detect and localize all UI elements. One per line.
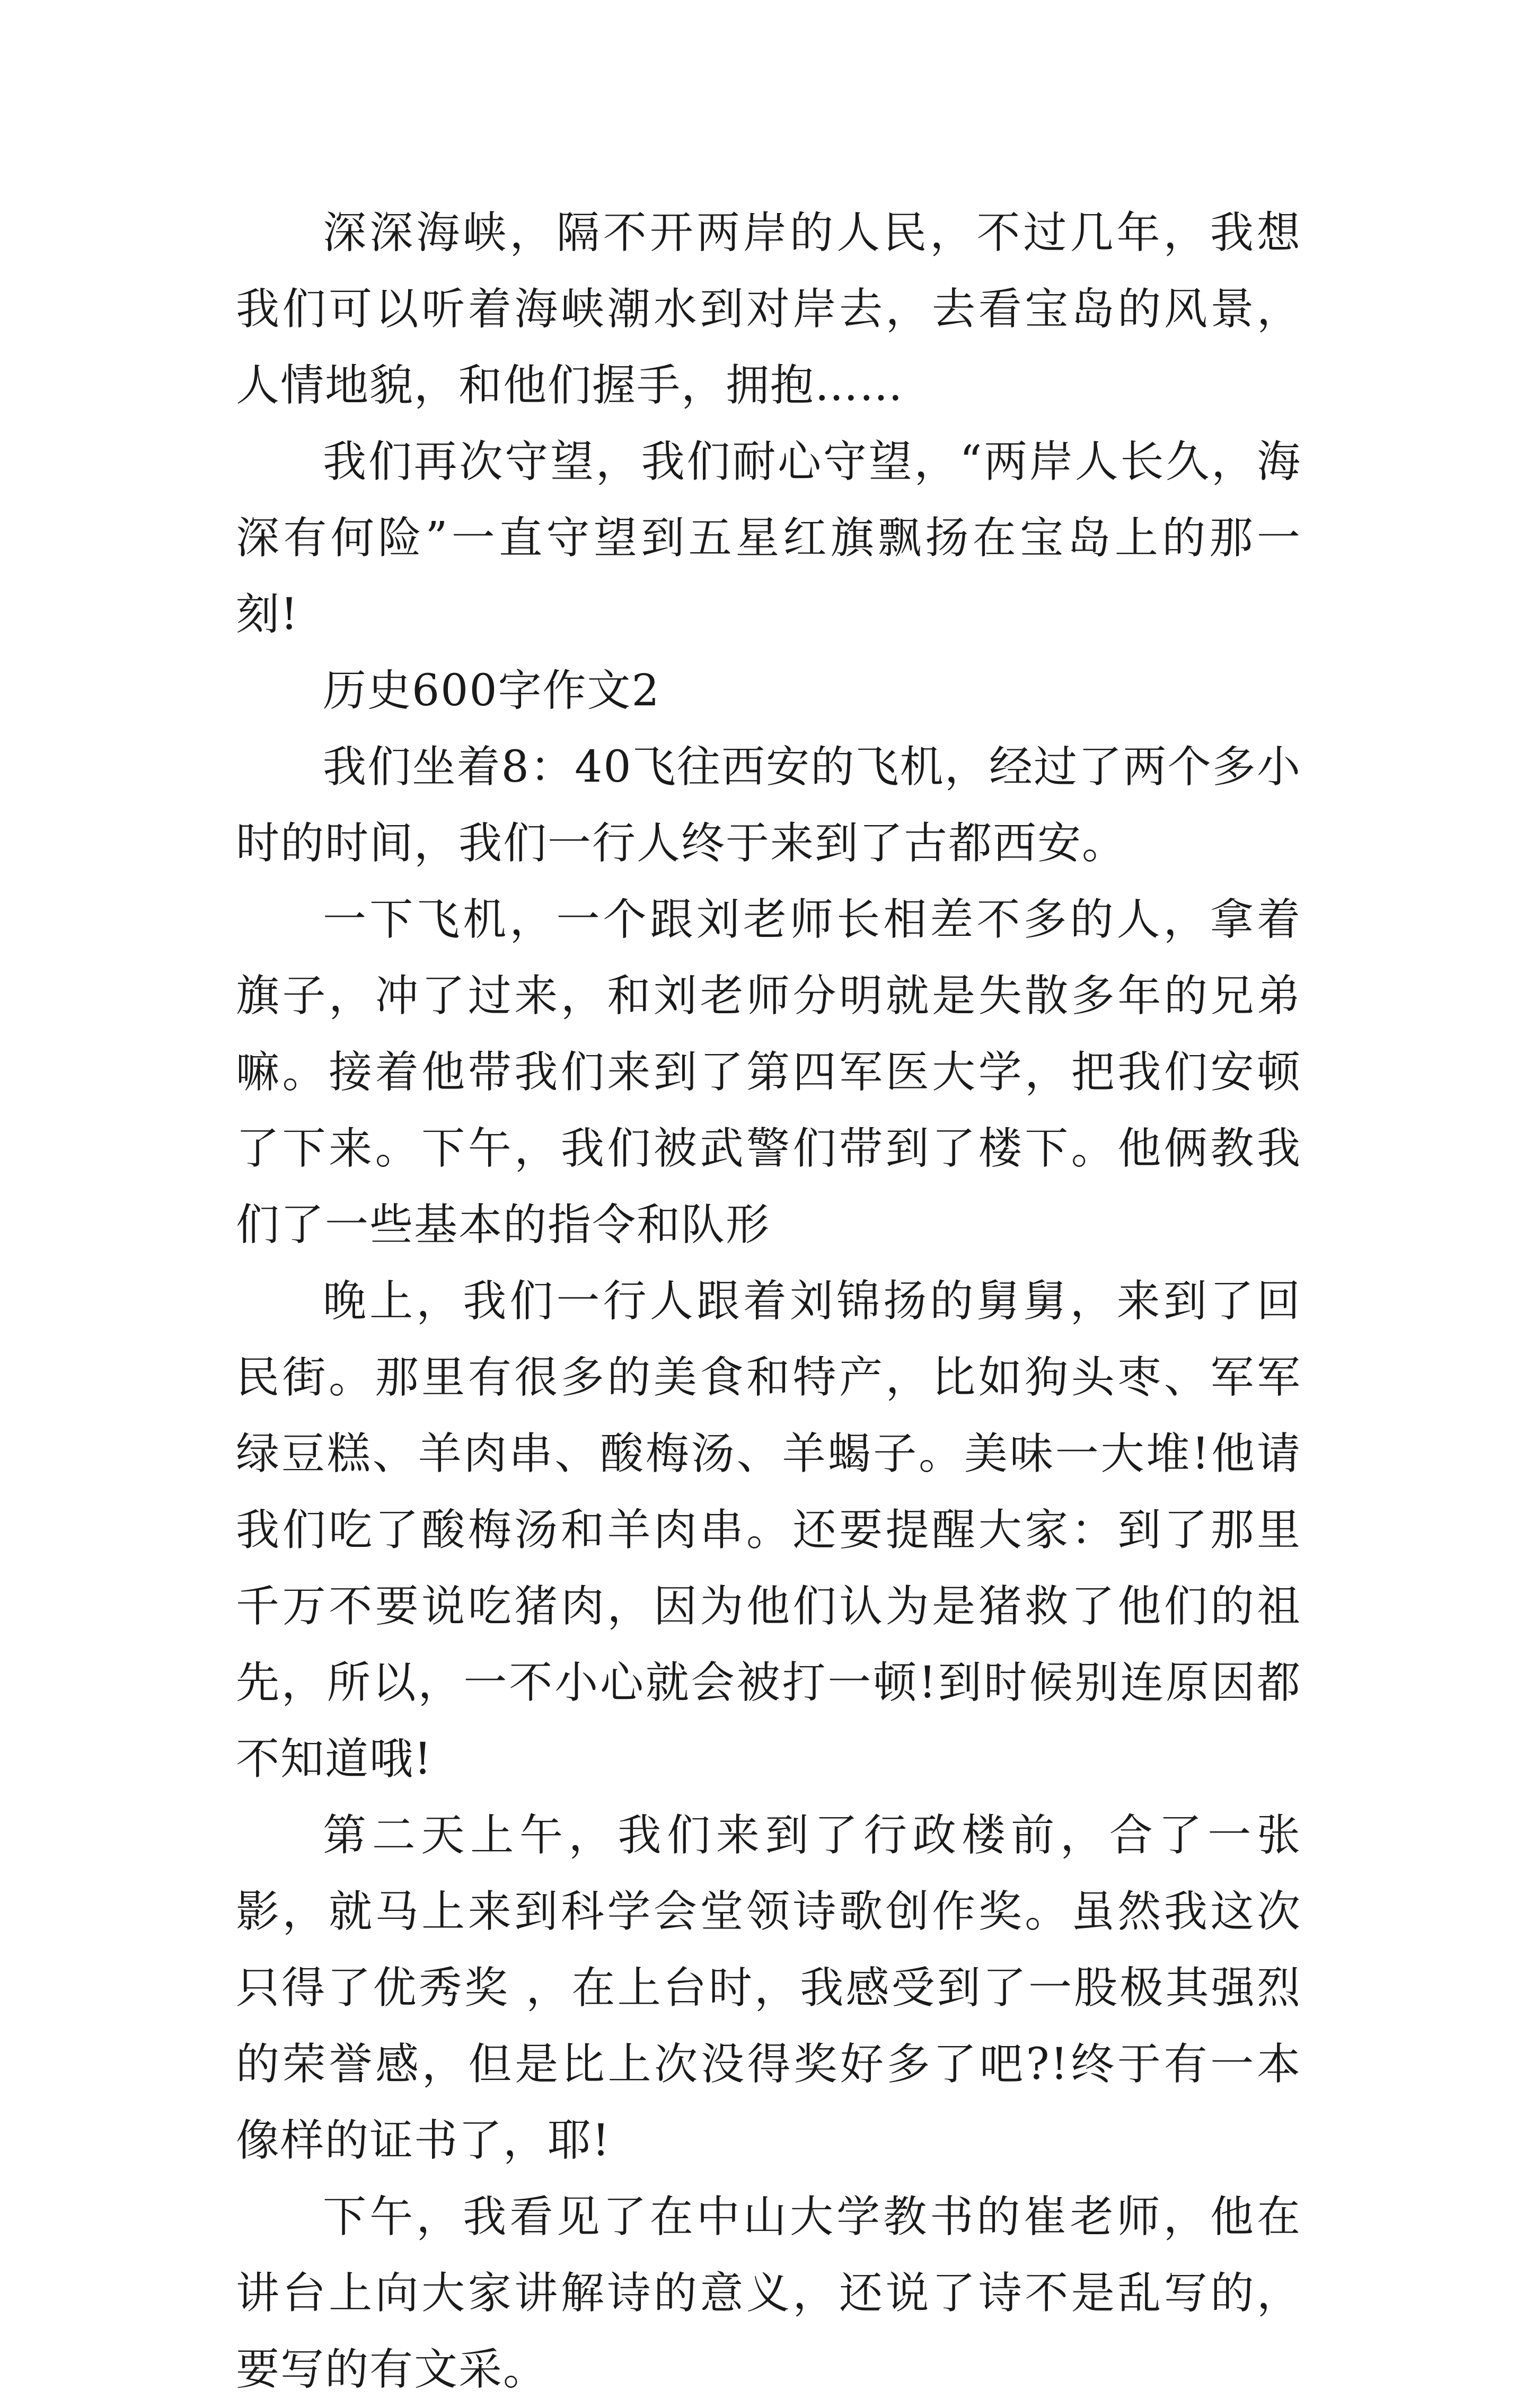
paragraph-7: 下午，我看见了在中山大学教书的崔老师，他在讲台上向大家讲解诗的意义，还说了诗不是乱写的，要写的有文采。 (236, 2192, 1301, 2395)
paragraph-4: 一下飞机，一个跟刘老师长相差不多的人，拿着旗子，冲了过来，和刘老师分明就是失散多年的兄弟嘛。接着他带我们来到了第四军医大学，把我们安顿了下来。下午，我们被武警们带到了楼下。他俩教我们了一些基本的指令和队形 (236, 895, 1301, 1250)
paragraph-3: 我们坐着8：40飞往西安的飞机，经过了两个多小时的时间，我们一行人终于来到了古都西安。 (236, 742, 1301, 869)
paragraph-2: 我们再次守望，我们耐心守望，“两岸人长久，海深有何险”一直守望到五星红旗飘扬在宝岛上的那一刻! (236, 437, 1301, 640)
paragraph-6: 第二天上午，我们来到了行政楼前，合了一张影，就马上来到科学会堂领诗歌创作奖。虽然我这次只得了优秀奖 ，在上台时，我感受到了一股极其强烈的荣誉感，但是比上次没得奖好多了吧?!终于有一本像样的证书了，耶! (236, 1810, 1301, 2166)
paragraph-1: 深深海峡，隔不开两岸的人民，不过几年，我想我们可以听着海峡潮水到对岸去，去看宝岛的风景，人情地貌，和他们握手，拥抱…… (236, 208, 1301, 411)
paragraph-5: 晚上，我们一行人跟着刘锦扬的舅舅，来到了回民街。那里有很多的美食和特产，比如狗头枣、军军绿豆糕、羊肉串、酸梅汤、羊蝎子。美味一大堆!他请我们吃了酸梅汤和羊肉串。还要提醒大家：到了那里千万不要说吃猪肉，因为他们认为是猪救了他们的祖先，所以，一不小心就会被打一顿!到时候别连原因都不知道哦! (236, 1276, 1301, 1784)
section-heading: 历史600字作文2 (323, 666, 660, 716)
document-body (236, 195, 1301, 2408)
